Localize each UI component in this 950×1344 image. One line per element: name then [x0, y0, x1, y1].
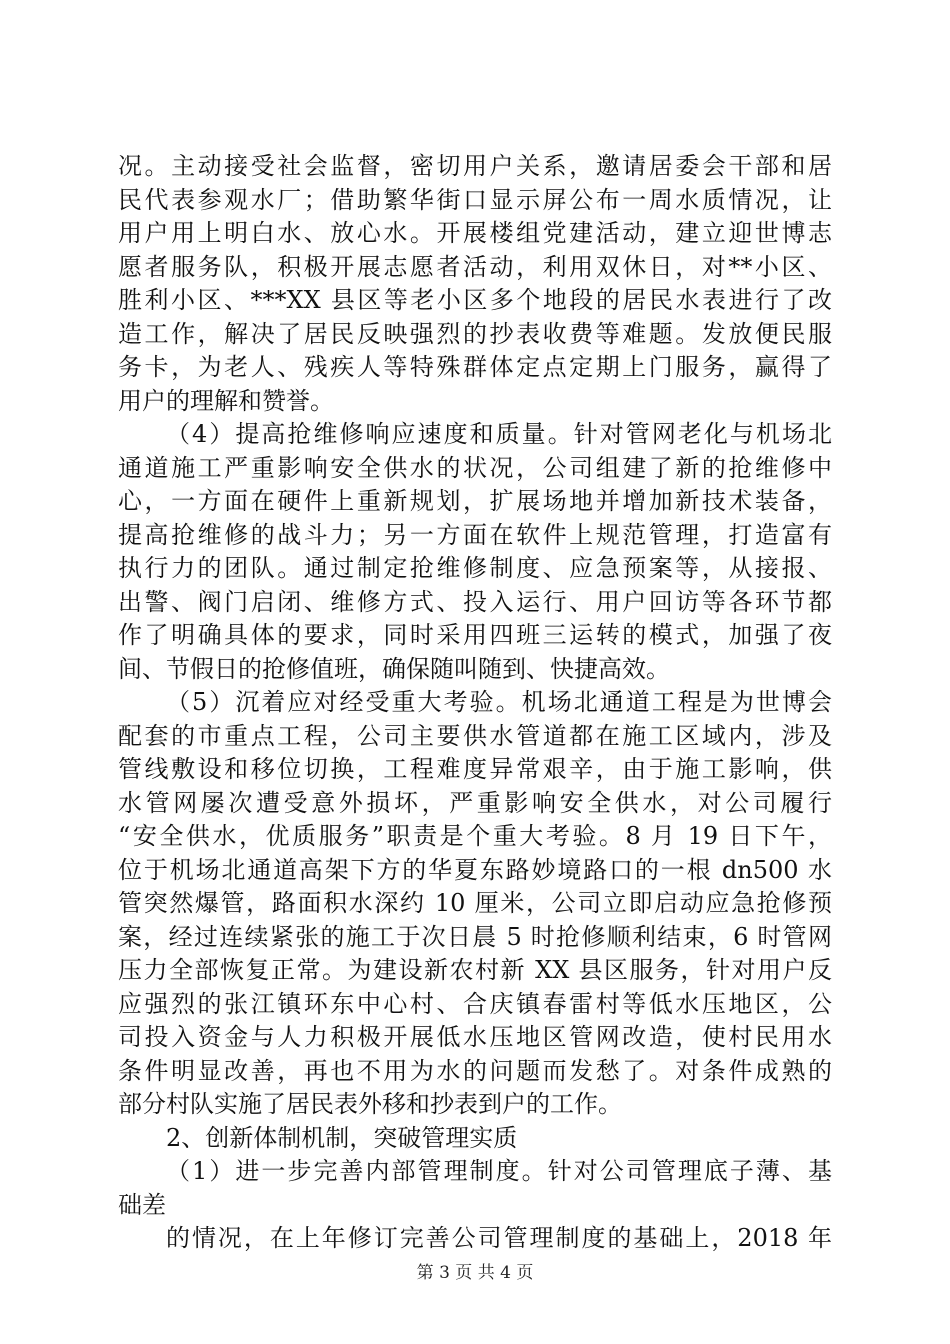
text-line: 造工作，解决了居民反映强烈的抄表收费等难题。发放便民服 — [118, 319, 832, 348]
text-line: 用户用上明白水、放心水。开展楼组党建活动，建立迎世博志 — [118, 219, 832, 247]
text-line: 司投入资金与人力积极开展低水压地区管网改造，使村民用水 — [118, 1023, 832, 1051]
text-line: 水管网屡次遭受意外损坏，严重影响安全供水，对公司履行 — [118, 788, 832, 817]
text-line: （1）进一步完善内部管理制度。针对公司管理底子薄、基 — [166, 1157, 832, 1185]
text-line: 提高抢维修的战斗力；另一方面在软件上规范管理，打造富有 — [118, 520, 832, 549]
text-line: 案，经过连续紧张的施工于次日晨 5 时抢修顺利结束，6 时管网 — [118, 922, 832, 951]
text-line: 执行力的团队。通过制定抢维修制度、应急预案等，从接报、 — [118, 554, 832, 582]
text-line: 通道施工严重影响安全供水的状况，公司组建了新的抢维修中 — [118, 453, 832, 482]
text-line: 础差 — [118, 1190, 166, 1219]
text-line: 部分村队实施了居民表外移和抄表到户的工作。 — [118, 1090, 622, 1118]
text-line: 条件明显改善，再也不用为水的问题而发愁了。对条件成熟的 — [118, 1056, 832, 1085]
text-line: 出警、阀门启闭、维修方式、投入运行、用户回访等各环节都 — [118, 587, 832, 616]
text-line: 位于机场北通道高架下方的华夏东路妙境路口的一根 dn500 水 — [118, 855, 832, 884]
text-line: 的情况，在上年修订完善公司管理制度的基础上，2018 年 — [166, 1224, 832, 1252]
text-line: 民代表参观水厂；借助繁华街口显示屏公布一周水质情况，让 — [118, 185, 832, 214]
text-line: 用户的理解和赞誉。 — [118, 386, 334, 415]
text-line: （5）沉着应对经受重大考验。机场北通道工程是为世博会 — [166, 688, 832, 716]
text-line: 配套的市重点工程，公司主要供水管道都在施工区域内，涉及 — [118, 721, 832, 750]
text-line: 胜利小区、***XX 县区等老小区多个地段的居民水表进行了改 — [118, 286, 832, 314]
text-line: 心，一方面在硬件上重新规划，扩展场地并增加新技术装备， — [118, 487, 832, 515]
text-line: 2、创新体制机制，突破管理实质 — [166, 1123, 518, 1152]
text-line: 愿者服务队，积极开展志愿者活动，利用双休日，对**小区、 — [118, 252, 832, 281]
text-line: 务卡，为老人、残疾人等特殊群体定点定期上门服务，赢得了 — [118, 353, 832, 381]
text-line: 压力全部恢复正常。为建设新农村新 XX 县区服务，针对用户反 — [118, 956, 832, 984]
text-line: 作了明确具体的要求，同时采用四班三运转的模式，加强了夜 — [118, 621, 832, 649]
text-line: 管突然爆管，路面积水深约 10 厘米，公司立即启动应急抢修预 — [118, 889, 832, 917]
text-line: 应强烈的张江镇环东中心村、合庆镇春雷村等低水压地区，公 — [118, 989, 832, 1018]
page-footer: 第 3 页 共 4 页 — [416, 1263, 534, 1283]
text-line: （4）提高抢维修响应速度和质量。针对管网老化与机场北 — [166, 420, 832, 448]
text-line: “安全供水，优质服务”职责是个重大考验。8 月 19 日下午， — [118, 822, 832, 850]
text-line: 间、节假日的抢修值班，确保随叫随到、快捷高效。 — [118, 654, 670, 683]
document-body — [118, 150, 832, 1256]
text-line: 况。主动接受社会监督，密切用户关系，邀请居委会干部和居 — [118, 152, 832, 180]
text-line: 管线敷设和移位切换，工程难度异常艰辛，由于施工影响，供 — [118, 755, 832, 783]
